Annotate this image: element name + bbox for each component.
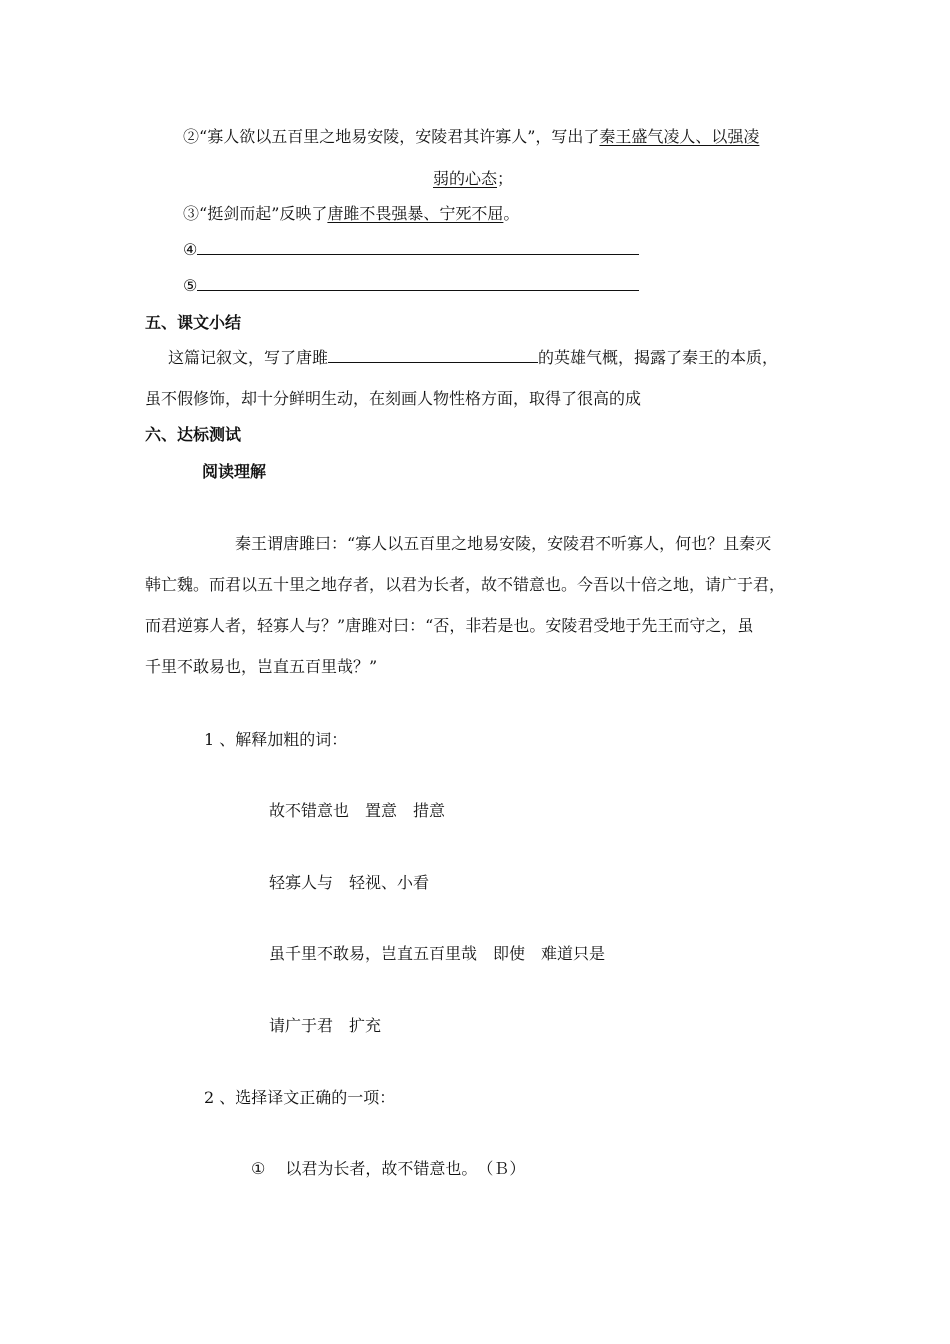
- item-5-marker: ⑤: [183, 276, 198, 295]
- item-5-blank[interactable]: [197, 276, 639, 291]
- section-5-line-2: 虽不假修饰，却十分鲜明生动，在刻画人物性格方面，取得了很高的成: [145, 389, 642, 408]
- passage-line-1: 秦王谓唐雎曰：“寡人以五百里之地易安陵，安陵君不听寡人，何也？且秦灭: [235, 534, 772, 553]
- question-2-item-1-marker: ①: [251, 1159, 266, 1178]
- section-5-heading: 五、课文小结: [145, 313, 242, 332]
- item-3-line: [183, 203, 519, 225]
- question-2-label: 2 、选择译文正确的一项：: [204, 1088, 396, 1107]
- summary-end: 的英雄气概，揭露了秦王的本质，: [538, 348, 779, 367]
- item-3-quote: “挺剑而起”反映了: [199, 204, 328, 223]
- summary-blank[interactable]: [328, 348, 538, 363]
- item-3-end: 。: [503, 204, 520, 223]
- passage-line-4: 千里不敢易也，岂直五百里哉？”: [145, 657, 378, 676]
- item-2-marker: ②: [183, 127, 200, 146]
- item-5-line: [183, 275, 639, 297]
- question-2-item-1: [251, 1158, 525, 1180]
- item-2-line-1: [183, 126, 759, 148]
- passage-line-2: 韩亡魏。而君以五十里之地存者，以君为长者，故不错意也。今吾以十倍之地，请广于君，: [145, 575, 786, 594]
- item-2-quote: “寡人欲以五百里之地易安陵，安陵君其许寡人”，写出了: [199, 127, 600, 146]
- item-3-answer: 唐雎不畏强暴、宁死不屈: [327, 204, 504, 223]
- summary-start: 这篇记叙文，写了唐雎: [168, 348, 329, 367]
- passage-line-3: 而君逆寡人者，轻寡人与？”唐雎对曰：“否，非若是也。安陵君受地于先王而守之，虽: [145, 616, 754, 635]
- reading-subheading: 阅读理解: [202, 462, 267, 481]
- question-1-entry-3: 虽千里不敢易，岂直五百里哉 即使 难道只是: [269, 944, 606, 963]
- section-6-heading: 六、达标测试: [145, 425, 242, 444]
- section-5-line-1: [168, 347, 778, 369]
- item-4-blank[interactable]: [197, 240, 639, 255]
- question-1-entry-1: 故不错意也 置意 措意: [269, 801, 446, 820]
- item-2-answer-part-1: 秦王盛气凌人、以强凌: [599, 127, 760, 146]
- question-1-entry-2: 轻寡人与 轻视、小看: [269, 873, 430, 892]
- question-1-label: 1 、解释加粗的词：: [204, 730, 348, 749]
- question-1-entry-4: 请广于君 扩充: [269, 1016, 382, 1035]
- item-4-line: [183, 239, 639, 261]
- item-2-end: ；: [497, 169, 514, 188]
- item-2-line-2: [433, 168, 513, 190]
- item-3-marker: ③: [183, 204, 200, 223]
- item-4-marker: ④: [183, 240, 198, 259]
- item-2-answer-part-2: 弱的心态: [433, 169, 498, 188]
- question-2-item-1-text: 以君为长者，故不错意也。 （Ｂ）: [285, 1159, 526, 1178]
